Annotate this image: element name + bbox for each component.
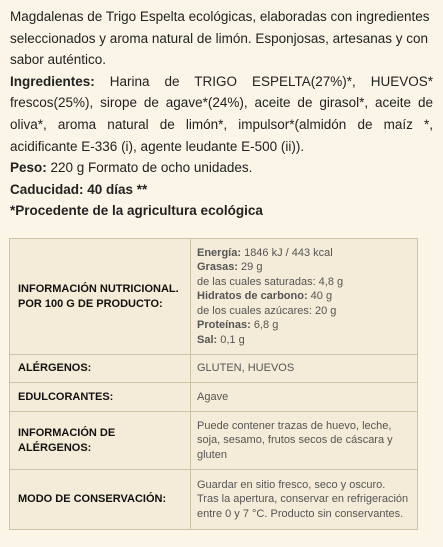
product-description-block: [0, 0, 443, 222]
storage-label: MODO DE CONSERVACIÓN:: [10, 470, 191, 530]
weight-label: Peso:: [10, 160, 47, 176]
ingredients-line-4: acidificante E-336 (i), agente leudante E-500 (ii)).: [10, 138, 305, 154]
energy-row: [197, 246, 409, 261]
organic-note: [10, 200, 433, 222]
ingredients-text-1: Harina de TRIGO ESPELTA(27%)*, HUEVOS*: [109, 73, 433, 89]
weight-text: 220 g Formato de ocho unidades.: [46, 160, 253, 176]
carbs-label: Hidratos de carbono:: [197, 290, 308, 303]
protein-row: [197, 318, 409, 333]
carbs-row: [197, 289, 409, 304]
fat-row: [197, 260, 409, 275]
sweeteners-label: EDULCORANTES:: [10, 383, 191, 412]
table-row: [10, 355, 418, 383]
weight-line: [10, 157, 433, 179]
organic-note-text: *Procedente de la agricultura ecológica: [10, 203, 263, 219]
ingredients-line-3: oliva*, aroma natural de limón*, impulsor*(almidón de maíz *,: [10, 116, 433, 132]
table-row: [10, 239, 418, 355]
expiry-line: [10, 179, 433, 201]
carbs-value: 40 g: [307, 290, 333, 303]
protein-label: Proteínas:: [197, 319, 251, 332]
sugars-row: de los cuales azúcares: 20 g: [197, 304, 337, 317]
nutrition-table: [9, 238, 418, 530]
table-row: [10, 412, 418, 470]
protein-value: 6,8 g: [250, 319, 279, 332]
expiry-label: Caducidad: 40 días **: [10, 181, 148, 197]
ingredients-line-1: [10, 71, 433, 93]
fat-label: Grasas:: [197, 261, 238, 274]
ingredients-label: Ingredientes:: [10, 73, 95, 89]
salt-value: 0,1 g: [217, 333, 245, 346]
table-row: [10, 383, 418, 412]
salt-label: Sal:: [197, 333, 218, 346]
nutrition-label: INFORMACIÓN NUTRICIONAL. POR 100 G DE PRODUCTO:: [10, 239, 191, 355]
product-description: Magdalenas de Trigo Espelta ecológicas, elaboradas con ingredientes seleccionados y aroma natural de limón. Esponjosas, artesanas y con sabor auténtico.: [10, 9, 430, 68]
table-row: [10, 470, 418, 530]
allergens-label: ALÉRGENOS:: [10, 355, 191, 383]
sweeteners-value: Agave: [191, 383, 418, 412]
storage-value: Guardar en sitio fresco, seco y oscuro. Tras la apertura, conservar en refrigeración entre 0 y 7 °C. Producto sin conservantes.: [191, 470, 418, 530]
salt-row: [197, 333, 409, 348]
allergens-value: GLUTEN, HUEVOS: [191, 355, 418, 383]
allergen-info-label: INFORMACIÓN DE ALÉRGENOS:: [10, 412, 191, 470]
energy-label: Energía:: [197, 246, 242, 259]
saturated-row: de las cuales saturadas: 4,8 g: [197, 275, 344, 288]
ingredients-paragraph: [10, 71, 433, 157]
allergen-info-value: Puede contener trazas de huevo, leche, soja, sesamo, frutos secos de cáscara y gluten: [191, 412, 418, 470]
energy-value: 1846 kJ / 443 kcal: [241, 246, 333, 259]
fat-value: 29 g: [237, 261, 263, 274]
nutrition-values: [191, 239, 418, 355]
ingredients-line-2: frescos(25%), sirope de agave*(24%), aceite de girasol*, aceite de: [10, 95, 433, 111]
